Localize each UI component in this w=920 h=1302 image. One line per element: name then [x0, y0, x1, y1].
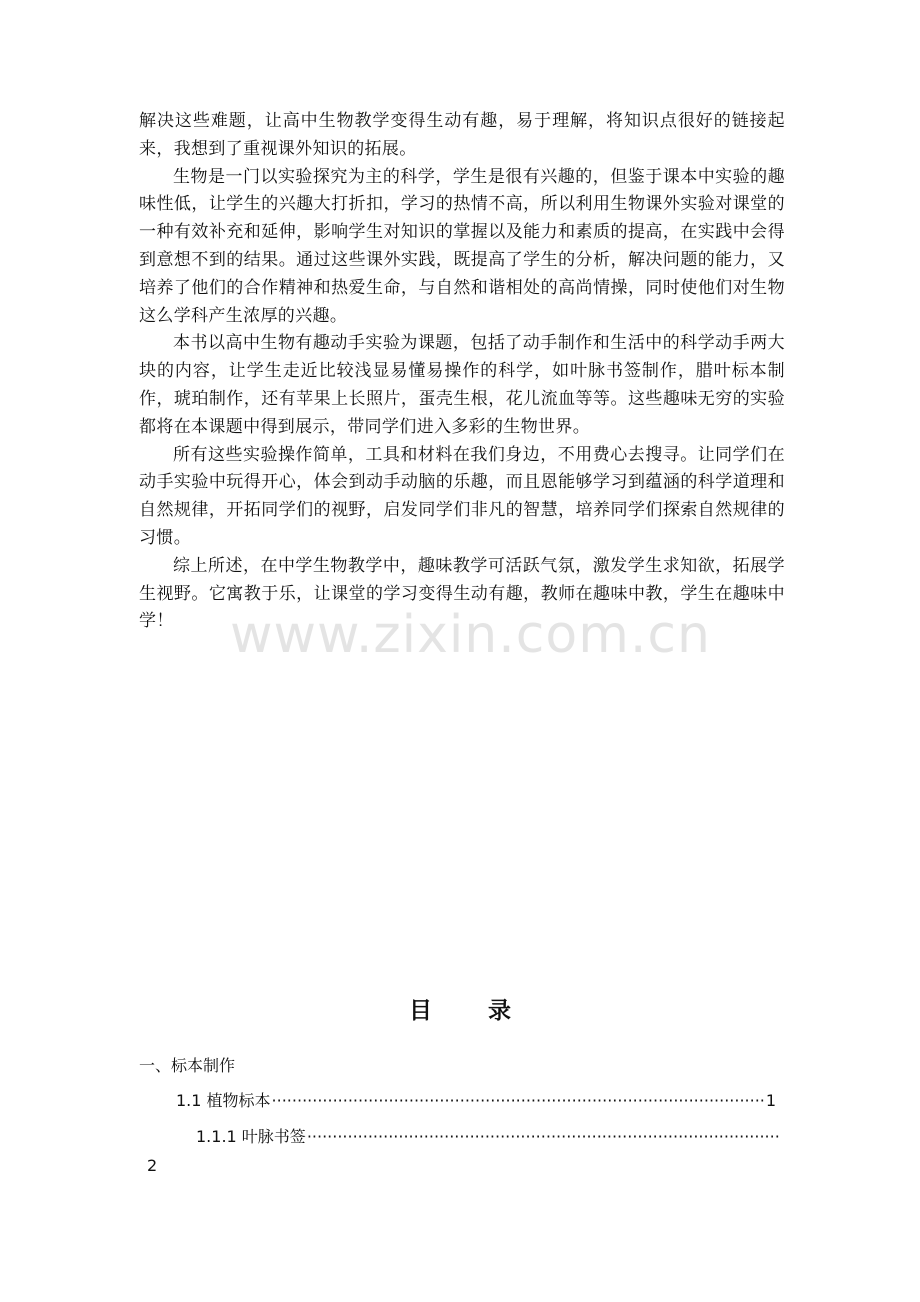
- toc-entry[interactable]: [196, 1124, 782, 1147]
- toc-entry-page: 1: [765, 1091, 776, 1110]
- toc-entry[interactable]: [176, 1088, 776, 1111]
- paragraph: 本书以高中生物有趣动手实验为课题，包括了动手制作和生活中的科学动手两大块的内容，让学生走近比较浅显易懂易操作的科学，如叶脉书签制作，腊叶标本制作，琥珀制作，还有苹果上长照片，蛋壳生根，花儿流血等等。这些趣味无穷的实验都将在本课题中得到展示，带同学们进入多彩的生物世界。: [139, 333, 785, 437]
- paragraph: 综上所述，在中学生物教学中，趣味教学可活跃气氛，激发学生求知欲，拓展学生视野。它寓教于乐，让课堂的学习变得生动有趣，教师在趣味中教，学生在趣味中学！: [139, 555, 785, 632]
- toc-title: 目 录: [408, 998, 535, 1024]
- paragraph: 生物是一门以实验探究为主的科学，学生是很有兴趣的，但鉴于课本中实验的趣味性低，让学生的兴趣大打折扣，学习的热情不高，所以利用生物课外实验对课堂的一种有效补充和延伸，影响学生对知识的掌握以及能力和素质的提高，在实践中会得到意想不到的结果。通过这些课外实践，既提高了学生的分析，解决问题的能力，又培养了他们的合作精神和热爱生命，与自然和谐相处的高尚情操，同时使他们对生物这么学科产生浓厚的兴趣。: [139, 166, 785, 326]
- toc-leader-dots: [307, 1127, 781, 1146]
- toc-entry-page-wrapped: 2: [147, 1156, 158, 1175]
- body-text: [139, 108, 785, 636]
- watermark: www.zixin.com.cn: [230, 605, 711, 665]
- paragraph-continued: 解决这些难题，让高中生物教学变得生动有趣，易于理解，将知识点很好的链接起来，我想到了重视课外知识的拓展。: [139, 111, 785, 159]
- toc-entry-label: 1.1 植物标本: [176, 1091, 271, 1110]
- paragraph: 所有这些实验操作简单，工具和材料在我们身边，不用费心去搜寻。让同学们在动手实验中玩得开心，体会到动手动脑的乐趣，而且恩能够学习到蕴涵的科学道理和自然规律，开拓同学们的视野，启发同学们非凡的智慧，培养同学们探索自然规律的习惯。: [139, 444, 785, 548]
- toc-section-heading[interactable]: [139, 1053, 235, 1076]
- toc-leader-dots: [272, 1091, 765, 1110]
- toc-section-label: 一、标本制作: [139, 1056, 236, 1075]
- toc-entry-label: 1.1.1 叶脉书签: [196, 1127, 306, 1146]
